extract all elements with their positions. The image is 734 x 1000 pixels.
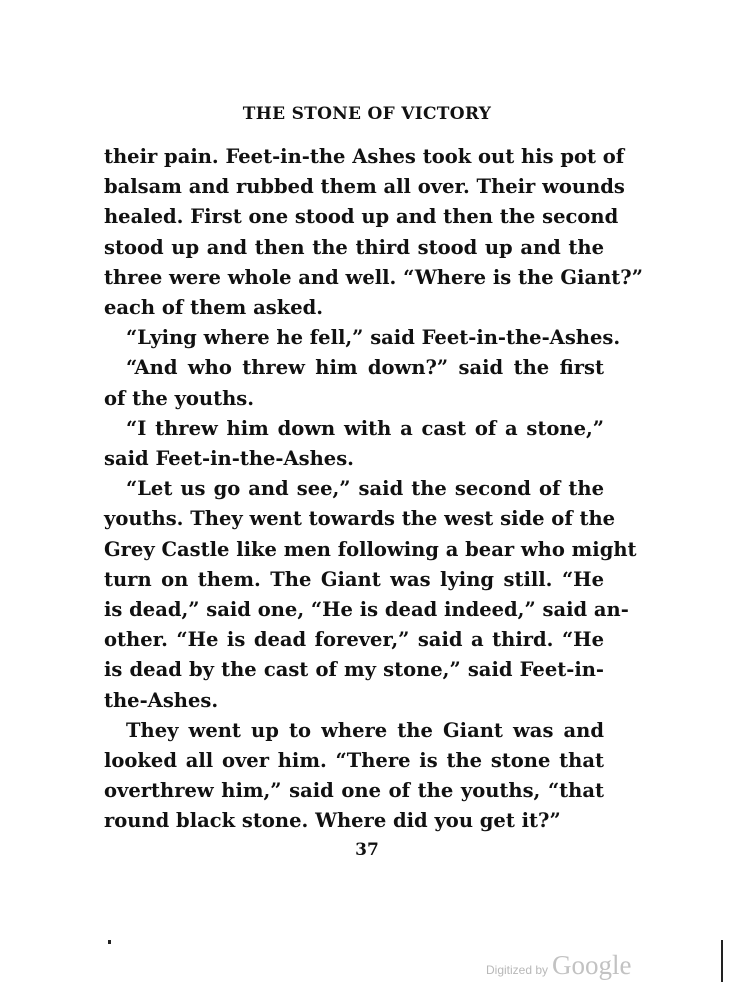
text-line: is dead,” said one, “He is dead indeed,” said an-	[104, 598, 629, 622]
body-text	[104, 142, 643, 837]
text-line: said Feet-in-the-Ashes.	[104, 447, 354, 471]
scan-speck	[108, 940, 111, 944]
text-line: “Let us go and see,” said the second of the	[126, 477, 604, 501]
text-line: looked all over him. “There is the stone that	[104, 749, 604, 773]
text-line: is dead by the cast of my stone,” said Feet-in-	[104, 658, 604, 682]
paragraph	[104, 716, 604, 837]
text-line: “And who threw him down?” said the first	[126, 356, 604, 380]
paragraph	[104, 142, 643, 323]
text-line: each of them asked.	[104, 296, 324, 320]
text-line: balsam and rubbed them all over. Their wounds	[104, 175, 625, 199]
paragraph	[104, 353, 604, 413]
text-line: of the youths.	[104, 386, 255, 410]
text-line: the-Ashes.	[104, 688, 219, 712]
scan-edge-mark	[721, 940, 723, 982]
text-line: youths. They went towards the west side of the	[104, 507, 616, 531]
paragraph	[104, 474, 637, 716]
text-line: healed. First one stood up and then the second	[104, 205, 619, 229]
text-line: three were whole and well. “Where is the Giant?”	[104, 265, 643, 289]
text-line: stood up and then the third stood up and the	[104, 235, 604, 259]
text-line: “Lying where he fell,” said Feet-in-the-Ashes.	[126, 326, 621, 350]
page-number: 37	[355, 840, 379, 860]
text-line: They went up to where the Giant was and	[126, 718, 604, 742]
text-line: turn on them. The Giant was lying still. “He	[104, 567, 604, 591]
google-logo: Google	[552, 950, 632, 980]
paragraph	[104, 323, 621, 353]
paragraph	[104, 414, 604, 474]
text-line: round black stone. Where did you get it?”	[104, 809, 561, 833]
digitization-watermark	[486, 950, 632, 981]
text-line: their pain. Feet-in-the Ashes took out his pot of	[104, 145, 625, 168]
watermark-prefix: Digitized by	[486, 963, 549, 977]
running-title: THE STONE OF VICTORY	[242, 104, 492, 124]
text-line: “I threw him down with a cast of a stone,”	[126, 416, 604, 440]
text-line: overthrew him,” said one of the youths, “that	[104, 779, 604, 803]
text-line: other. “He is dead forever,” said a third. “He	[104, 628, 604, 652]
text-line: Grey Castle like men following a bear who might	[104, 537, 637, 561]
